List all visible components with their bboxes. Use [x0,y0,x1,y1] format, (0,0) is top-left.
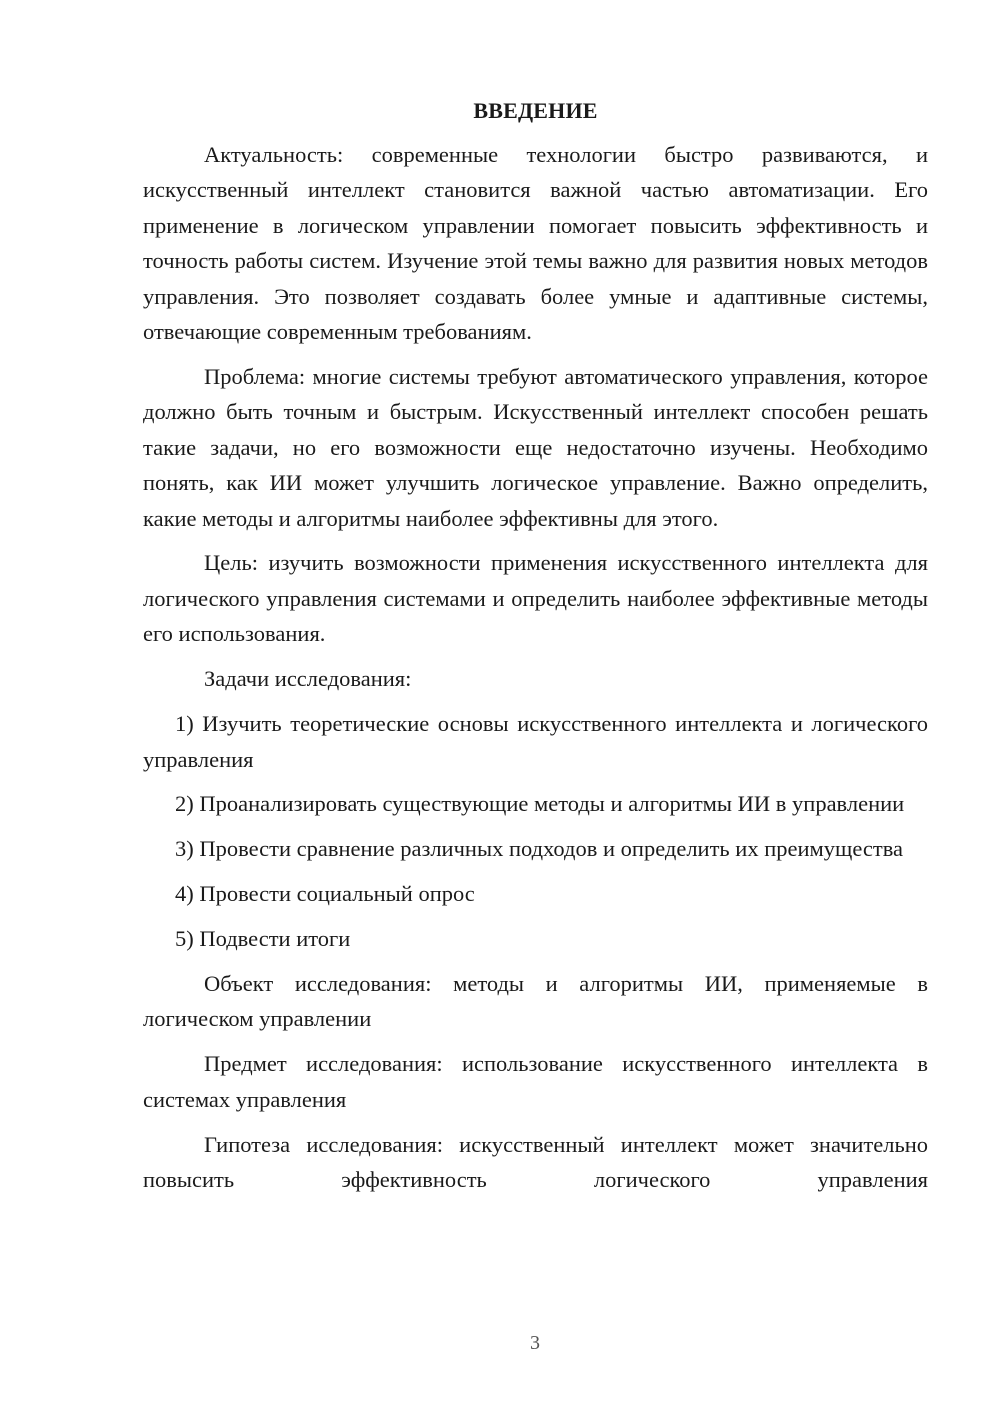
tasks-title: Задачи исследования: [204,666,412,692]
task-item-5: 5) Подвести итоги [175,926,351,952]
task-item-2: 2) Проанализировать существующие методы и алгоритмы ИИ в управлении [175,791,905,817]
paragraph-subject: Предмет исследования: использование искусственного интеллекта в системах управления [143,1051,928,1112]
paragraph-object: Объект исследования: методы и алгоритмы ИИ, применяемые в логическом управлении [143,971,928,1032]
page-content [143,93,928,1207]
page-number: 3 [530,1332,540,1354]
task-item-4: 4) Провести социальный опрос [175,881,475,907]
paragraph-problem: Проблема: многие системы требуют автоматического управления, которое должно быть точным и быстрым. Искусственный интеллект способен решать такие задачи, но его возможности еще недостаточно изучены. Необходимо понять, как ИИ может улучшить логическое управление. Важно определить, какие методы и алгоритмы наиболее эффективны для этого. [143,363,928,531]
task-item-1: 1) Изучить теоретические основы искусственного интеллекта и логического управления [143,711,928,772]
paragraph-hypothesis: Гипотеза исследования: искусственный интеллект может значительно повысить эффективность логического управления [143,1131,928,1193]
task-item-3: 3) Провести сравнение различных подходов и определить их преимущества [175,836,904,862]
paragraph-goal: Цель: изучить возможности применения искусственного интеллекта для логического управления системами и определить наиболее эффективные методы его использования. [143,550,928,647]
paragraph-relevance: Актуальность: современные технологии быстро развиваются, и искусственный интеллект становится важной частью автоматизации. Его применение в логическом управлении помогает повысить эффективность и точность работы систем. Изучение этой темы важно для развития новых методов управления. Это позволяет создавать более умные и адаптивные системы, отвечающие современным требованиям. [143,142,928,345]
section-heading: ВВЕДЕНИЕ [473,98,598,123]
